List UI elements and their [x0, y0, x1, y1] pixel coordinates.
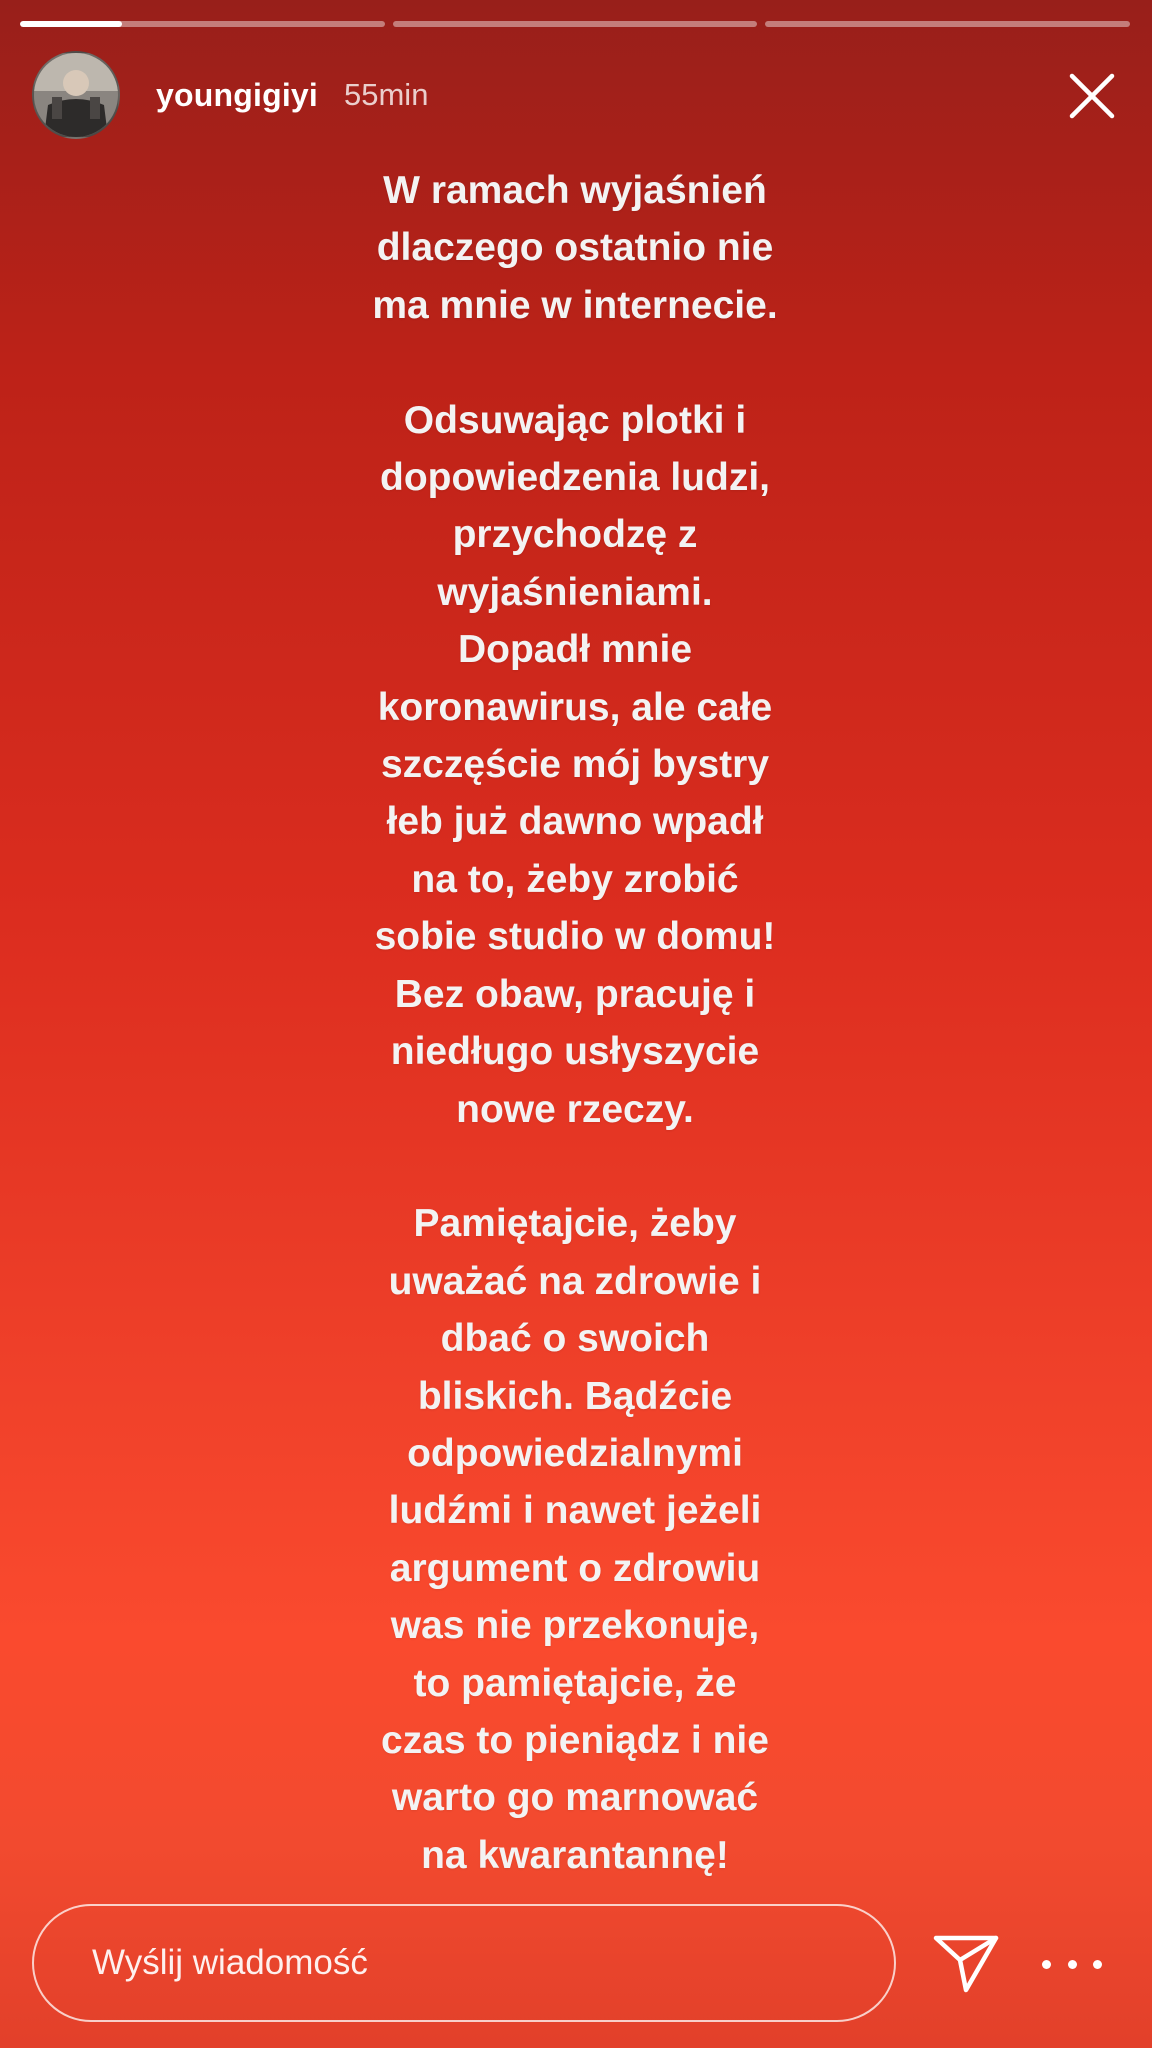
close-button[interactable]	[1062, 66, 1122, 126]
story-header	[32, 52, 1128, 138]
send-button[interactable]	[932, 1932, 1000, 1994]
paper-plane-icon	[932, 1932, 1000, 1994]
more-options-button[interactable]	[1042, 1944, 1102, 1984]
story-footer	[32, 1904, 1132, 2026]
more-horizontal-icon	[1042, 1960, 1051, 1969]
username[interactable]: youngigiyi	[156, 76, 318, 113]
timestamp: 55min	[344, 77, 429, 112]
more-dot	[1068, 1960, 1077, 1969]
story-text: W ramach wyjaśnień dlaczego ostatnio nie ma mnie w internecie. Odsuwając plotki i dopowiedzenia ludzi, przychodzę z wyjaśnieniami. Dopadł mnie koronawirus, ale całe szczęście mój bystry łeb już dawno wpadł na to, żeby zrobić sobie studio w domu! Bez obaw, pracuję i niedługo usłyszycie nowe rzeczy. Pamiętajcie, żeby uważać na zdrowie i dbać o swoich bliskich. Bądźcie odpowiedzialnymi ludźmi i nawet jeżeli argument o zdrowiu was nie przekonuje, to pamiętajcie, że czas to pieniądz i nie warto go marnować na kwarantannę!	[372, 169, 778, 1877]
progress-segment-2	[393, 21, 758, 27]
close-icon	[1062, 66, 1122, 126]
avatar-image	[34, 53, 118, 137]
more-dot	[1093, 1960, 1102, 1969]
progress-segment-1	[20, 21, 385, 27]
avatar[interactable]	[32, 51, 120, 139]
story-progress-bar	[20, 21, 1130, 27]
progress-fill-1	[20, 21, 122, 27]
reply-message-input[interactable]	[32, 1904, 896, 2022]
progress-segment-3	[765, 21, 1130, 27]
